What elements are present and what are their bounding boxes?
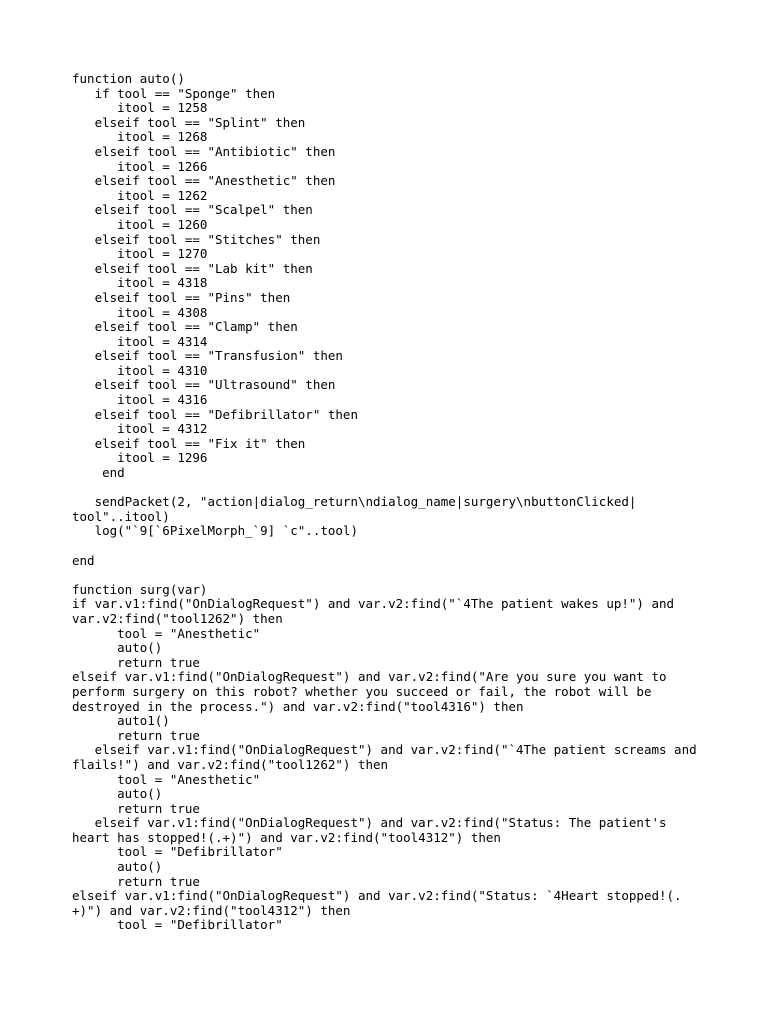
code-line: var.v2:find("tool1262") then [72,610,283,626]
code-line: elseif tool == "Lab kit" then [72,260,313,276]
code-line: elseif var.v1:find("OnDialogRequest") and var.v2:find("Status: The patient's [72,815,667,831]
code-line: itool = 1260 [72,216,208,232]
code-line: elseif tool == "Clamp" then [72,319,298,335]
code-line: auto() [72,859,163,875]
code-line [72,539,712,554]
code-line: tool = "Anesthetic" [72,771,261,787]
code-line: +)") and var.v2:find("tool4312") then [72,902,351,918]
code-line: if tool == "Sponge" then [72,85,276,101]
code-line: itool = 1268 [72,129,208,145]
code-line: itool = 4308 [72,304,208,320]
code-line: return true [72,654,200,670]
code-line: return true [72,727,200,743]
code-line: destroyed in the process.") and var.v2:find("tool4316") then [72,698,524,714]
code-line: perform surgery on this robot? whether you succeed or fail, the robot will be [72,683,652,699]
code-line: elseif tool == "Defibrillator" then [72,406,358,422]
code-line: sendPacket(2, "action|dialog_return\ndialog_name|surgery\nbuttonClicked| [72,494,637,510]
code-line: auto1() [72,713,170,729]
code-line: tool = "Defibrillator" [72,917,283,933]
code-line [72,481,712,496]
code-document [72,72,712,933]
code-line: itool = 4316 [72,392,208,408]
code-line: itool = 1296 [72,450,208,466]
code-line: elseif tool == "Fix it" then [72,435,306,451]
code-line: elseif tool == "Ultrasound" then [72,377,336,393]
code-line: heart has stopped!(.+)") and var.v2:find("tool4312") then [72,829,501,845]
code-line: elseif var.v1:find("OnDialogRequest") and var.v2:find("Status: `4Heart stopped!(. [72,888,682,904]
code-line: return true [72,800,200,816]
code-line: itool = 1262 [72,187,208,203]
code-line: return true [72,873,200,889]
code-line: itool = 1266 [72,158,208,174]
code-line: elseif tool == "Stitches" then [72,231,321,247]
code-line: elseif var.v1:find("OnDialogRequest") and var.v2:find("`4The patient screams and [72,742,697,758]
code-line: flails!") and var.v2:find("tool1262") then [72,756,389,772]
code-line: itool = 4310 [72,362,208,378]
code-line: elseif tool == "Splint" then [72,114,306,130]
code-line: function surg(var) [72,581,208,597]
code-line: if var.v1:find("OnDialogRequest") and var.v2:find("`4The patient wakes up!") and [72,596,675,612]
code-line: itool = 4312 [72,421,208,437]
code-line: function auto() [72,71,185,86]
code-line: elseif tool == "Scalpel" then [72,202,313,218]
code-line: end [72,465,125,481]
code-line: end [72,552,95,568]
code-line: auto() [72,786,163,802]
code-line [72,568,712,583]
code-line: log("`9[`6PixelMorph_`9] `c"..tool) [72,523,358,539]
code-line: elseif tool == "Antibiotic" then [72,143,336,159]
code-line: elseif tool == "Transfusion" then [72,348,343,364]
code-line: tool"..itool) [72,508,170,524]
code-line: auto() [72,640,163,656]
code-line: itool = 4314 [72,333,208,349]
code-line: elseif tool == "Pins" then [72,289,291,305]
code-line: elseif var.v1:find("OnDialogRequest") and var.v2:find("Are you sure you want to [72,669,667,685]
code-line: itool = 1270 [72,246,208,262]
code-line: itool = 1258 [72,100,208,116]
code-line: elseif tool == "Anesthetic" then [72,173,336,189]
code-line: itool = 4318 [72,275,208,291]
code-line: tool = "Anesthetic" [72,625,261,641]
code-line: tool = "Defibrillator" [72,844,283,860]
